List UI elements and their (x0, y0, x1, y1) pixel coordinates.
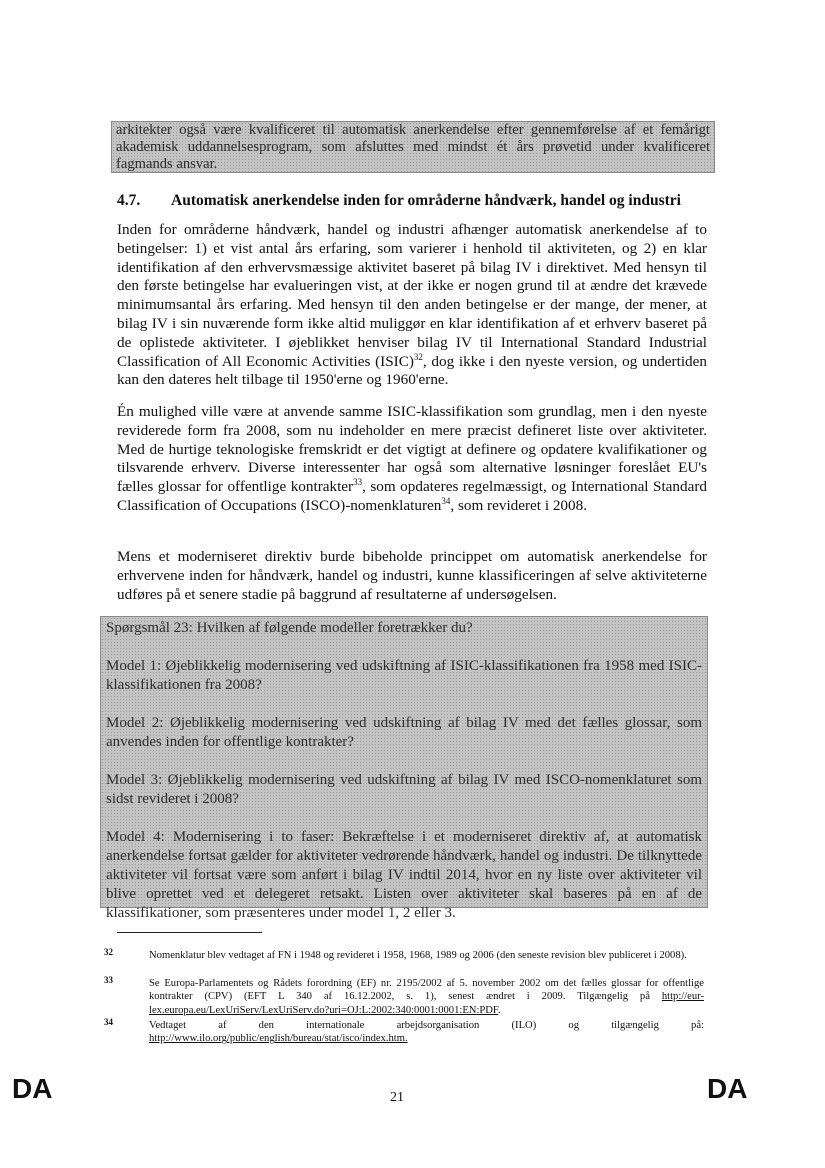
section-heading (117, 192, 717, 210)
highlighted-text-box (111, 121, 715, 173)
paragraph-1-text-end: , dog ikke i den nyeste version, og undertiden kan den dateres helt tilbage til 1950'erne og 1960'erne. (117, 352, 707, 389)
model-option-1: Model 1: Øjeblikkelig modernisering ved udskiftning af ISIC-klassifikationen fra 1958 med ISIC-klassifikationen fra 2008? (106, 658, 702, 693)
footnote-number: 33 (104, 975, 113, 985)
question-box (100, 616, 708, 921)
paragraph-1 (117, 221, 707, 390)
language-code-left: DA (12, 1073, 53, 1104)
model-option-2: Model 2: Øjeblikkelig modernisering ved udskiftning af bilag IV med det fælles glossar, som anvendes inden for offentlige kontrakter? (106, 715, 702, 750)
footnote-body (149, 1032, 704, 1045)
footnote-body (149, 977, 704, 1017)
footnote-33 (104, 977, 704, 1017)
paragraph-2 (117, 403, 707, 516)
paragraph-1-text: Inden for områderne håndværk, handel og industri afhænger automatisk anerkendelse af to betingelser: 1) et vist antal års erfaring, som varierer i henhold til aktiviteten, og 2) en klar identifikation af den erhvervsmæssige aktivitet baseret på bilag IV i direktivet. Med hensyn til den første betingelse har evalueringen vist, at der ikke er nogen grund til at ændre det krævede minimumsantal års erfaring. Med hensyn til den anden betingelse er der mange, der mener, at bilag IV i sin nuværende form ikke altid muliggør en klar identifikation af et erhverv baseret på de oplistede aktiviteter. I øjeblikket henviser bilag IV til International Standard Industrial Classification of All Economic Activities (ISIC) (117, 221, 707, 370)
footnote-tail: . (405, 1033, 408, 1045)
section-title: Automatisk anerkendelse inden for områderne håndværk, handel og industri (171, 192, 681, 209)
model-option-4: Model 4: Modernisering i to faser: Bekræftelse i et moderniseret direktiv af, at automatisk anerkendelse fortsat gælder for aktiviteter vedrørende håndværk, handel og industri. De tilknyttede aktiviteter vil fortsat være som anført i bilag IV indtil 2014, hvor en ny liste over aktiviteter vil blive oprettet ved et delegeret retsakt. Listen over aktiviteter skal baseres på en af de klassifikationer, som præsenteres under model 1, 2 eller 3. (106, 829, 702, 921)
footnote-text: Se Europa-Parlamentets og Rådets forordning (EF) nr. 2195/2002 af 5. november 2002 om det fælles glossar for offentlige kontrakter (CPV) (EFT L 340 af 16.12.2002, s. 1), senest ændret i 2009. Tilgængelig på (149, 978, 704, 1003)
footnote-text: Vedtaget af den internationale arbejdsorganisation (ILO) og tilgængelig på: (149, 1020, 704, 1031)
highlighted-text: arkitekter også være kvalificeret til automatisk anerkendelse efter gennemførelse af et femårigt akademisk uddannelsesprogram, som afsluttes med mindst ét års prøvetid under kvalificeret fagmands ansvar. (116, 122, 710, 172)
paragraph-3: Mens et moderniseret direktiv burde bibeholde princippet om automatisk anerkendelse for erhvervene inden for håndværk, handel og industri, kunne klassificeringen af selve aktiviteterne udføres på et senere stadie på baggrund af resultaterne af undersøgelsen. (117, 548, 707, 603)
footnote-ref-34[interactable]: 34 (441, 495, 451, 506)
footnote-tail: . (497, 1004, 501, 1016)
paragraph-2-text-end: , som revideret i 2008. (450, 496, 588, 514)
model-option-3: Model 3: Øjeblikkelig modernisering ved udskiftning af bilag IV med ISCO-nomenklaturet som sidst revideret i 2008? (106, 772, 702, 807)
question-title: Spørgsmål 23: Hvilken af følgende modeller foretrækker du? (106, 620, 473, 636)
footnote-number: 32 (104, 947, 113, 957)
footnote-text: Nomenklatur blev vedtaget af FN i 1948 og revideret i 1958, 1968, 1989 og 2006 (den seneste revision blev publiceret i 2008). (149, 950, 687, 961)
footnote-number: 34 (104, 1017, 113, 1027)
footnote-link[interactable]: http://eur-lex.europa.eu/LexUriServ/LexUriServ.do?uri=OJ:L:2002:340:0001:0001:EN:PDF (149, 991, 704, 1016)
footnote-ref-32[interactable]: 32 (413, 351, 423, 362)
paragraph-2-text: Én mulighed ville være at anvende samme ISIC-klassifikation som grundlag, men i den nyeste reviderede form fra 2008, som nu indeholder en mere præcist defineret liste over aktiviteter. Med de hurtige teknologiske fremskridt er det vigtigt at definere og opdatere kvalifikationer og tilsvarende erhverv. Diverse interessenter har også som alternative løsninger foreslået EU's fælles glossar for offentlige kontrakter (117, 403, 707, 496)
page-number: 21 (390, 1090, 404, 1105)
section-number: 4.7. (117, 192, 141, 209)
language-code-right: DA (707, 1073, 748, 1104)
footnote-ref-33[interactable]: 33 (353, 477, 363, 488)
footnote-32 (104, 949, 704, 962)
footnote-34 (104, 1019, 704, 1046)
paragraph-2-text-mid: , som opdateres regelmæssigt, og International Standard Classification of Occupations (ISCO)-nomenklaturen (117, 478, 707, 514)
footnote-separator (117, 932, 262, 933)
footnote-link[interactable]: http://www.ilo.org/public/english/bureau/stat/isco/index.htm (149, 1033, 405, 1045)
